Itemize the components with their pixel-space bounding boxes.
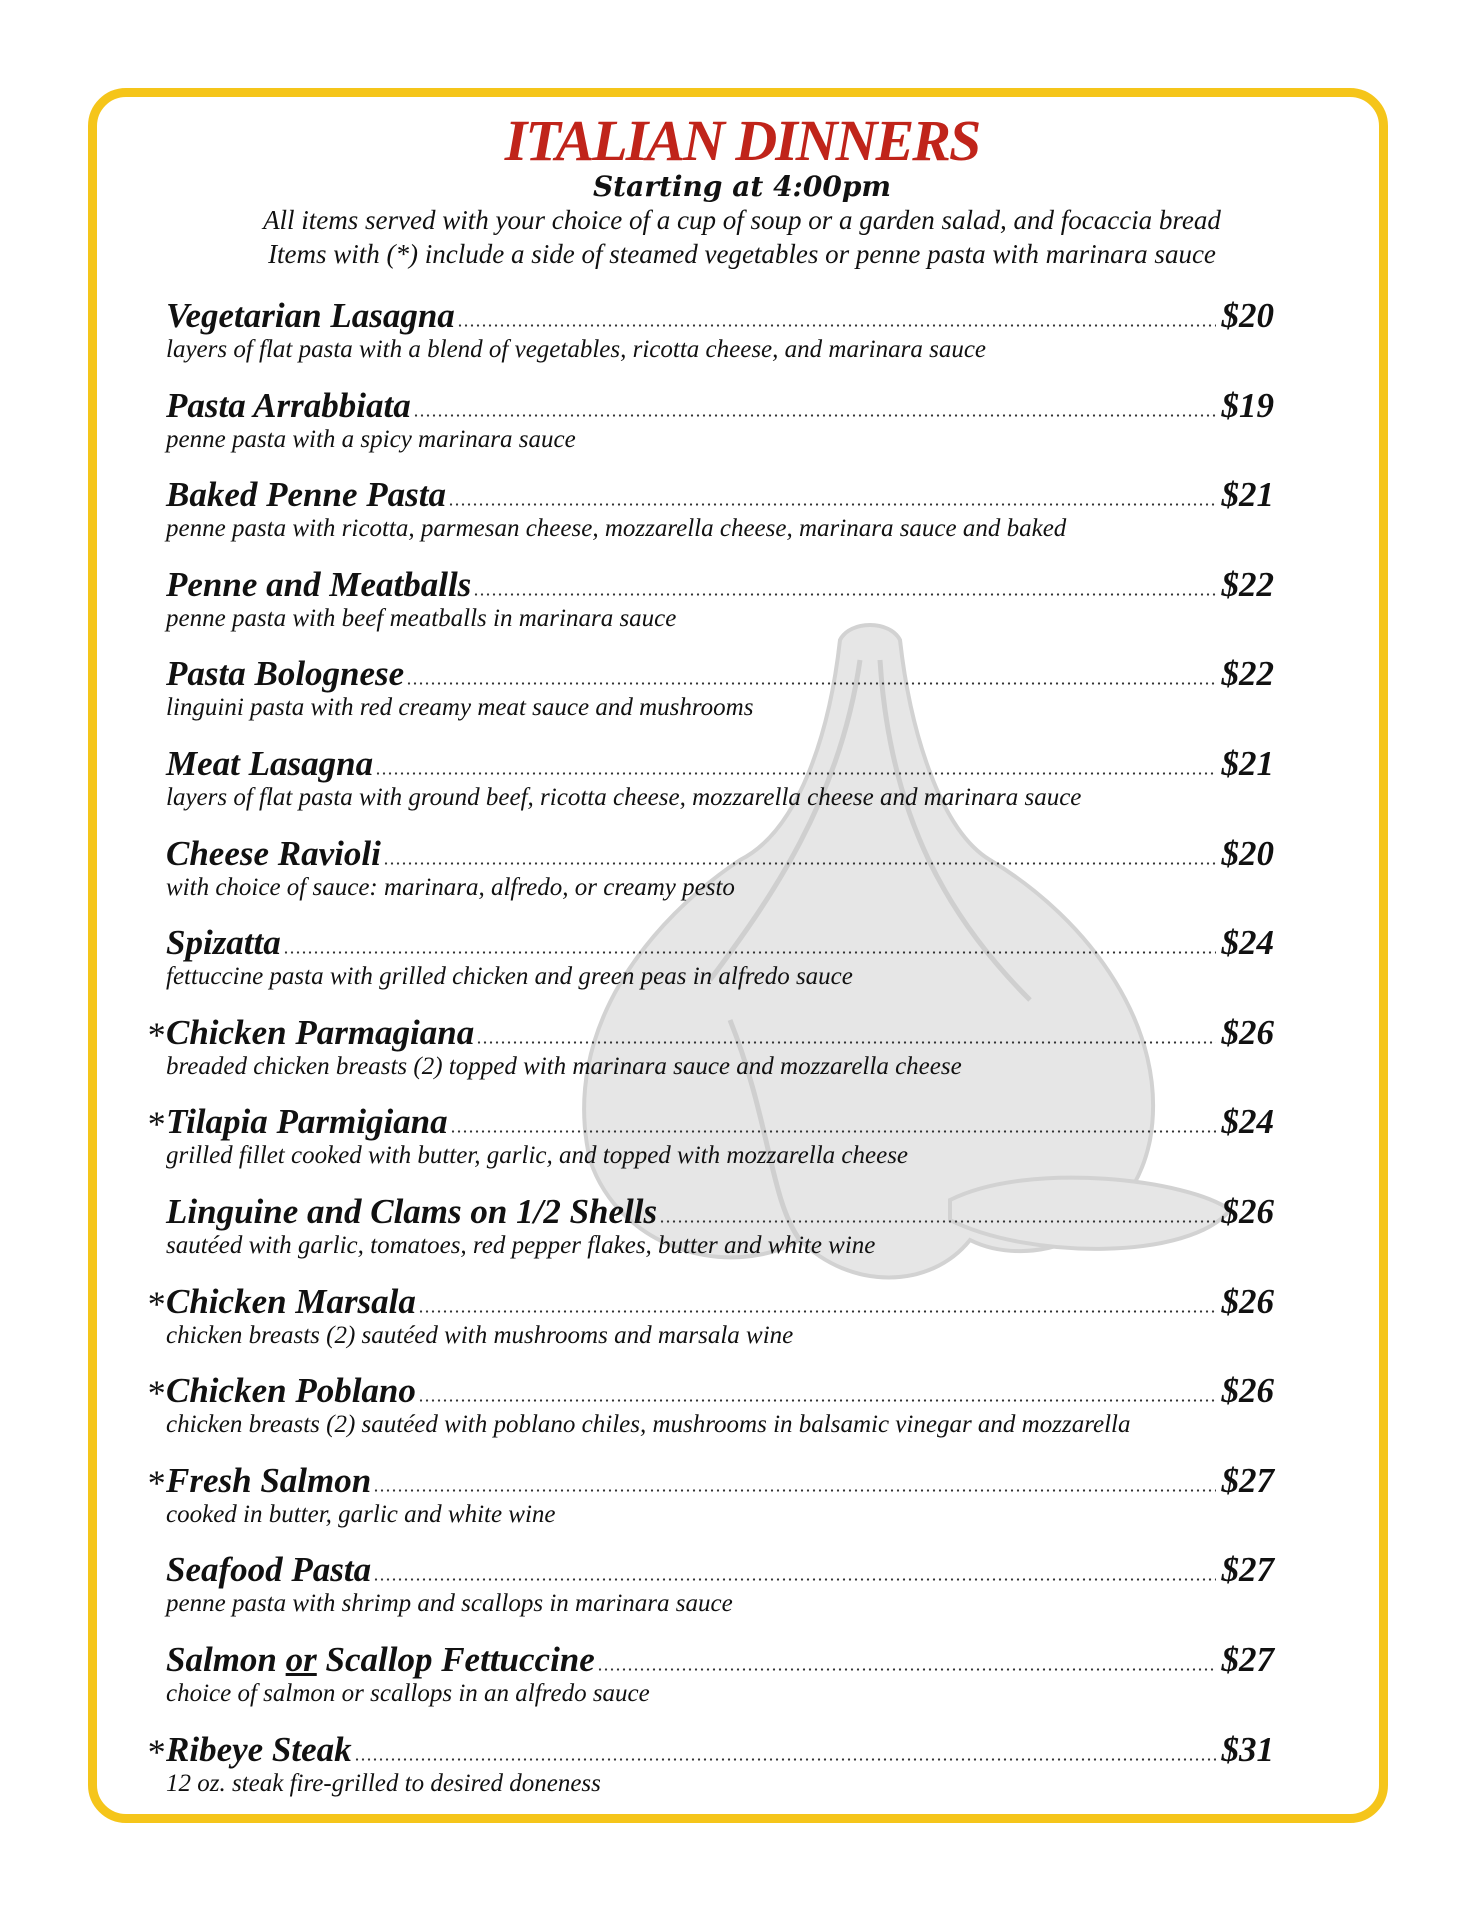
item-name-line: [166, 1460, 1274, 1500]
item-name-line: [166, 1642, 1274, 1677]
dot-leader: [418, 1399, 1216, 1402]
item-description: choice of salmon or scallops in an alfredo sauce: [166, 1680, 650, 1707]
menu-item: [0, 1012, 1484, 1095]
item-description: 12 oz. steak fire-grilled to desired doneness: [166, 1769, 601, 1797]
item-name: Spizatta: [166, 923, 281, 963]
item-description: penne pasta with shrimp and scallops in marinara sauce: [166, 1590, 733, 1618]
dot-leader: [373, 1578, 1215, 1581]
item-name-part: or: [285, 1640, 317, 1679]
item-description: grilled fillet cooked with butter, garlic, and topped with mozzarella cheese: [166, 1142, 909, 1170]
item-description: sautéed with garlic, tomatoes, red pepper flakes, butter and white wine: [166, 1232, 876, 1259]
item-name: [166, 1642, 595, 1677]
item-price: $24: [1221, 923, 1274, 963]
item-price: $21: [1221, 475, 1274, 515]
menu-item: [0, 1194, 1484, 1274]
menu-item: [0, 656, 1484, 736]
start-time: Starting at 4:00pm: [592, 170, 892, 203]
item-name-line: [166, 1729, 1274, 1769]
item-name: Chicken Marsala: [166, 1281, 416, 1321]
menu-item: [0, 298, 1484, 378]
item-name: Chicken Poblano: [166, 1371, 416, 1411]
menu-item: [0, 385, 1484, 468]
item-price: $22: [1221, 654, 1274, 694]
item-description: penne pasta with beef meatballs in marinara sauce: [166, 604, 677, 632]
item-price: $19: [1221, 385, 1274, 425]
item-price: $31: [1221, 1729, 1274, 1769]
asterisk-marker: *: [146, 1731, 164, 1772]
item-name: Baked Penne Pasta: [166, 475, 446, 515]
dot-leader: [457, 324, 1216, 327]
dot-leader: [383, 862, 1216, 865]
dot-leader: [373, 1489, 1215, 1492]
dot-leader: [473, 593, 1215, 596]
page-title: ITALIAN DINNERS: [504, 108, 980, 173]
item-name-line: [166, 475, 1274, 515]
menu-item: [0, 925, 1484, 1005]
menu-item: [0, 1460, 1484, 1543]
menu-item: [0, 1729, 1484, 1812]
item-name: Pasta Bolognese: [166, 654, 405, 694]
dot-leader: [448, 503, 1216, 506]
dot-leader: [413, 414, 1216, 417]
item-price: $26: [1221, 1371, 1274, 1411]
item-description: cooked in butter, garlic and white wine: [166, 1500, 556, 1528]
item-name-line: [166, 746, 1274, 781]
item-name-line: [166, 833, 1274, 873]
asterisk-marker: *: [146, 1462, 164, 1503]
item-description: penne pasta with a spicy marinara sauce: [166, 425, 576, 453]
item-name: Vegetarian Lasagna: [166, 296, 455, 335]
item-description: layers of flat pasta with a blend of vegetables, ricotta cheese, and marinara sauce: [166, 336, 987, 363]
asterisk-marker: *: [146, 1014, 164, 1055]
dot-leader: [476, 1041, 1215, 1044]
item-price: $20: [1221, 296, 1274, 335]
item-price: $24: [1221, 1102, 1274, 1142]
item-name-line: [166, 385, 1274, 425]
item-description: layers of flat pasta with ground beef, ricotta cheese, mozzarella cheese and marinara sauce: [166, 784, 1082, 811]
item-price: $21: [1221, 744, 1274, 783]
item-description: breaded chicken breasts (2) topped with marinara sauce and mozzarella cheese: [166, 1052, 962, 1080]
asterisk-marker: *: [146, 1283, 164, 1324]
asterisk-note: Items with (*) include a side of steamed vegetables or penne pasta with marinara sauce: [268, 239, 1216, 269]
item-name-line: [166, 1550, 1274, 1590]
dot-leader: [354, 1758, 1216, 1761]
item-name: Meat Lasagna: [166, 744, 374, 783]
item-name-line: [166, 654, 1274, 694]
item-description: chicken breasts (2) sautéed with mushrooms and marsala wine: [166, 1321, 794, 1349]
item-name: Fresh Salmon: [166, 1460, 372, 1500]
item-name: Penne and Meatballs: [166, 564, 472, 604]
dot-leader: [597, 1668, 1216, 1671]
item-name: Chicken Parmagiana: [166, 1012, 475, 1052]
item-name: Ribeye Steak: [166, 1729, 352, 1769]
item-price: $26: [1221, 1012, 1274, 1052]
menu-item: [0, 833, 1484, 916]
item-price: $26: [1221, 1281, 1274, 1321]
item-price: $22: [1221, 564, 1274, 604]
menu-item: [0, 564, 1484, 647]
item-name: Cheese Ravioli: [166, 833, 381, 873]
item-name-line: [166, 298, 1274, 333]
item-name-line: [166, 1371, 1274, 1411]
item-name: Pasta Arrabbiata: [166, 385, 411, 425]
item-price: $27: [1221, 1550, 1274, 1590]
item-name-part: Scallop Fettuccine: [316, 1640, 595, 1679]
item-name: Linguine and Clams on 1/2 Shells: [166, 1192, 658, 1231]
item-name-line: [166, 1102, 1274, 1142]
item-name-line: [166, 1194, 1274, 1229]
item-name-line: [166, 1281, 1274, 1321]
menu-item: [0, 1373, 1484, 1453]
item-name-line: [166, 923, 1274, 963]
item-price: $26: [1221, 1192, 1274, 1231]
menu-item: [0, 1281, 1484, 1364]
dot-leader: [659, 1220, 1215, 1223]
item-price: $20: [1221, 833, 1274, 873]
dot-leader: [283, 951, 1216, 954]
served-with-note: All items served with your choice of a cup of soup or a garden salad, and focaccia bread: [263, 205, 1221, 235]
dot-leader: [450, 1130, 1216, 1133]
asterisk-marker: *: [146, 1104, 164, 1145]
item-price: $27: [1221, 1460, 1274, 1500]
menu-item: [0, 746, 1484, 826]
asterisk-marker: *: [146, 1373, 164, 1414]
dot-leader: [418, 1310, 1216, 1313]
menu-item: [0, 1642, 1484, 1722]
item-name-line: [166, 564, 1274, 604]
menu-item: [0, 1552, 1484, 1632]
item-name-part: Salmon: [166, 1640, 286, 1679]
item-description: with choice of sauce: marinara, alfredo, or creamy pesto: [166, 873, 735, 901]
menu-item: [0, 477, 1484, 557]
item-description: chicken breasts (2) sautéed with poblano chiles, mushrooms in balsamic vinegar and mozzarella: [166, 1411, 1131, 1439]
dot-leader: [406, 682, 1215, 685]
item-name: Seafood Pasta: [166, 1550, 372, 1590]
dot-leader: [375, 772, 1215, 775]
menu-item: [0, 1104, 1484, 1184]
item-description: fettuccine pasta with grilled chicken and green peas in alfredo sauce: [166, 963, 853, 991]
item-description: linguini pasta with red creamy meat sauce and mushrooms: [166, 694, 754, 722]
item-price: $27: [1221, 1640, 1274, 1679]
item-name-line: [166, 1012, 1274, 1052]
item-name: Tilapia Parmigiana: [166, 1102, 448, 1142]
item-description: penne pasta with ricotta, parmesan cheese, mozzarella cheese, marinara sauce and baked: [166, 515, 1067, 543]
